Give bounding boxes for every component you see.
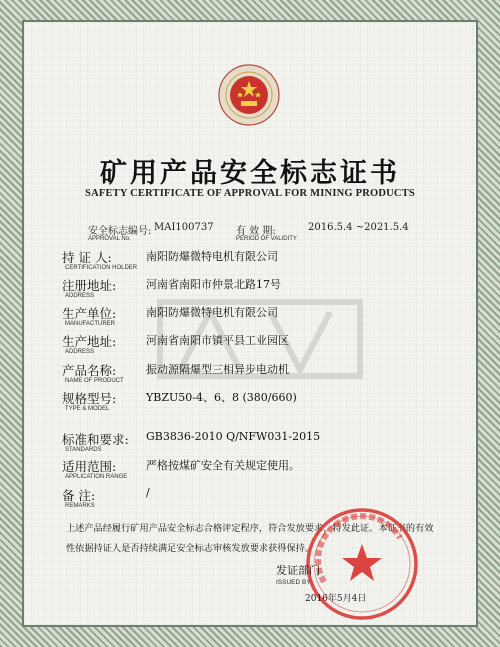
field-label-en: ADDRESS <box>65 293 95 299</box>
field-label-en: MANUFACTURER <box>65 321 116 327</box>
field-label-en: NAME OF PRODUCT <box>65 378 124 384</box>
field-label-en: ADDRESS <box>65 349 95 355</box>
field-value: 严格按煤矿安全有关规定使用。 <box>146 459 300 472</box>
field-label-en: REMARKS <box>65 503 95 509</box>
validity-label: 有 效 期: <box>236 226 276 237</box>
field-label-en: APPLICATION RANGE <box>65 474 128 480</box>
field-label: 规格型号: <box>62 391 117 406</box>
field-label: 注册地址: <box>62 278 117 293</box>
field-label-en: TYPE & MODEL <box>65 406 110 412</box>
issuer-en: ISSUED BY <box>276 579 311 586</box>
field-value: 南阳防爆微特电机有限公司 <box>146 306 278 319</box>
field-label: 持 证 人: <box>62 250 112 265</box>
issuer: 发证部门 <box>276 564 320 577</box>
approval-no-label-en: APPROVAL No. <box>88 236 131 242</box>
validity-value: 2016.5.4 ~2021.5.4 <box>308 222 409 233</box>
field-label: 生产地址: <box>62 334 117 349</box>
certificate-subtitle: SAFETY CERTIFICATE OF APPROVAL FOR MINING PRODUCTS <box>85 188 415 199</box>
certificate-title: 矿用产品安全标志证书 <box>100 158 400 189</box>
field-value: GB3836-2010 Q/NFW031-2015 <box>146 430 321 443</box>
field-value: 振动源隔爆型三相异步电动机 <box>146 363 289 376</box>
field-label: 生产单位: <box>62 306 117 321</box>
approval-no-label: 安全标志编号: <box>88 226 152 237</box>
field-label: 产品名称: <box>62 363 117 378</box>
certificate-statement: 上述产品经履行矿用产品安全标志合格评定程序，符合发放要求，特发此证。本证书的有效性依据持证人是否持续满足安全标志审核发放要求获得保持。 <box>66 523 434 554</box>
field-label-en: STANDARDS <box>65 447 102 453</box>
field-value: / <box>146 486 150 499</box>
field-label: 标准和要求: <box>62 432 129 447</box>
national-emblem-icon <box>218 64 280 126</box>
field-value: 河南省南阳市镇平县工业园区 <box>146 334 289 347</box>
field-value: 南阳防爆微特电机有限公司 <box>146 250 278 263</box>
approval-no-value: MAI100737 <box>154 222 214 233</box>
validity-label-en: PERIOD OF VALIDITY <box>236 236 297 242</box>
field-value: YBZU50-4、6、8 (380/660) <box>146 391 297 404</box>
issue-date: 2016年5月4日 <box>305 594 367 604</box>
field-label: 适用范围: <box>62 459 117 474</box>
field-value: 河南省南阳市仲景北路17号 <box>146 278 281 291</box>
official-seal-icon <box>302 504 422 624</box>
field-label-en: CERTIFICATION HOLDER <box>65 265 138 271</box>
field-label: 备 注: <box>62 488 96 503</box>
